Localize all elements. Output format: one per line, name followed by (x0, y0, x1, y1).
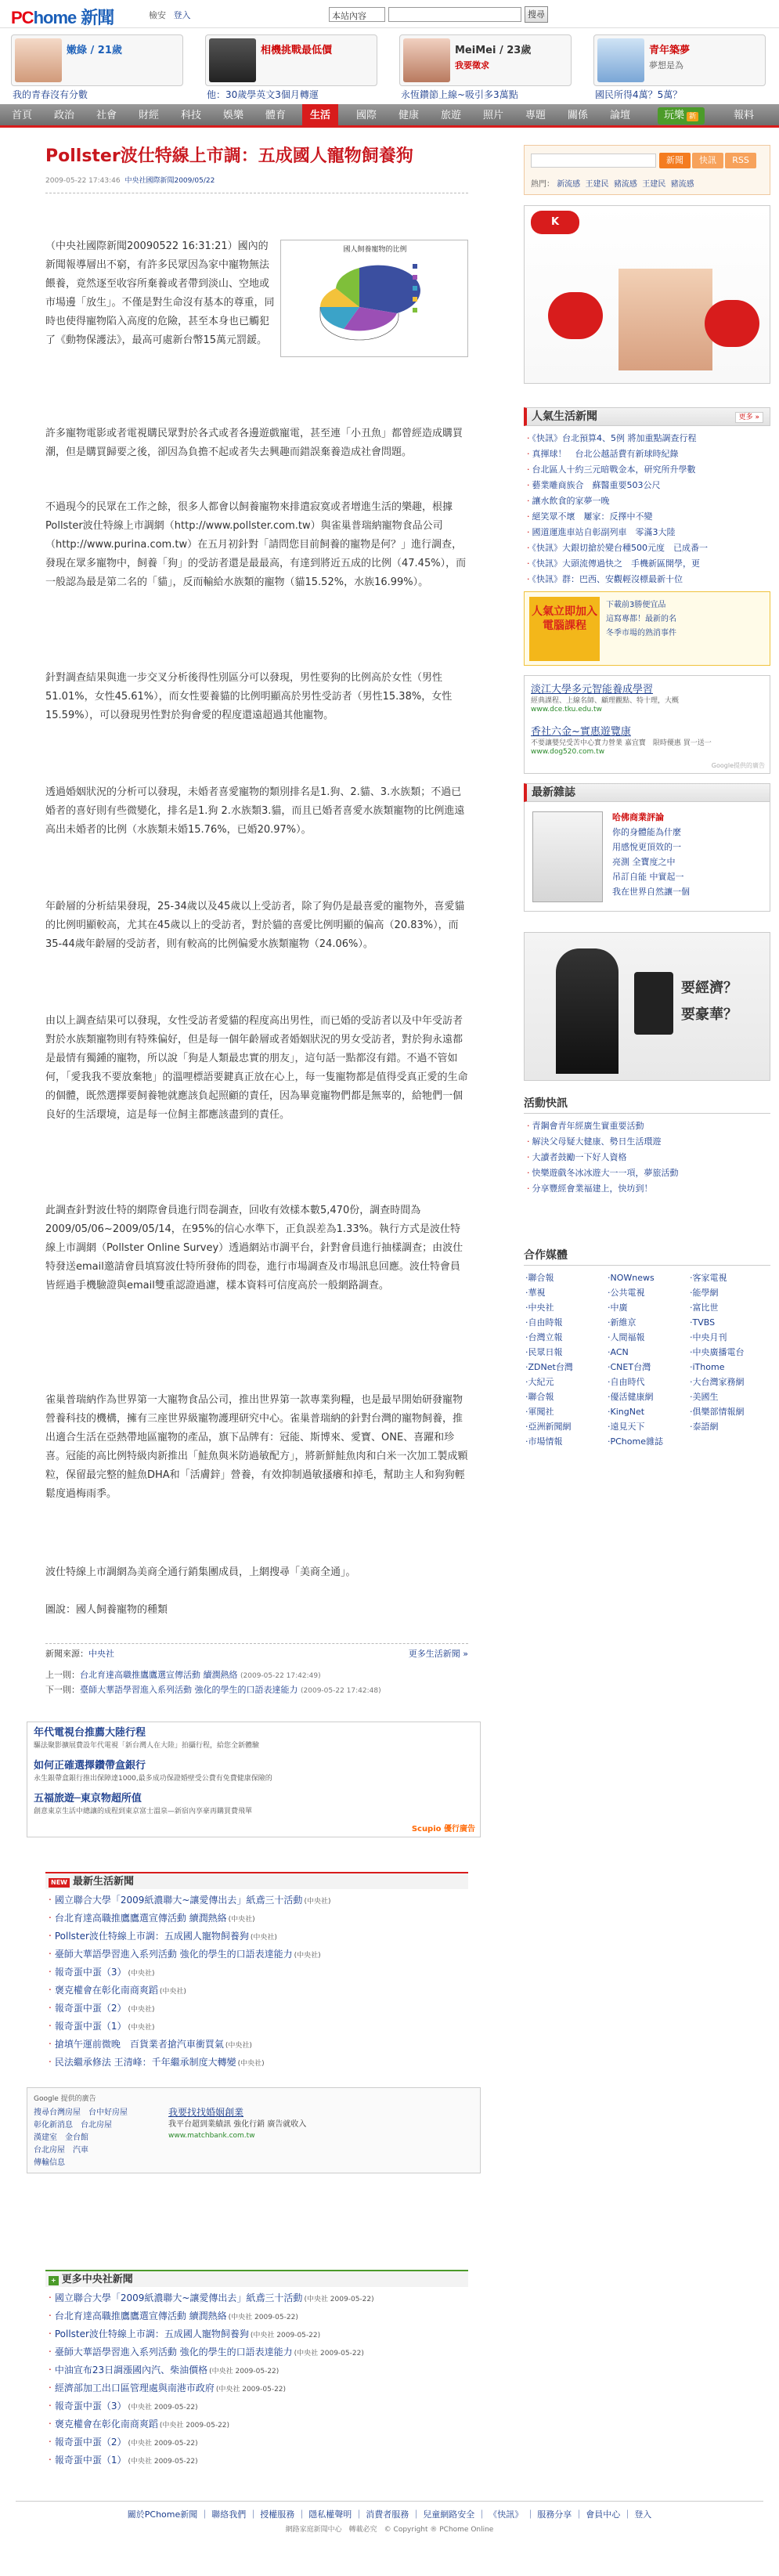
more-cna-news-list (45, 2287, 468, 2473)
google-ads-label: Google提供的廣告 (711, 762, 765, 769)
next-article (45, 1683, 468, 1698)
partner-link[interactable]: ‧聯合報 (525, 1273, 554, 1283)
text-ad-title[interactable]: 淡江大學多元智能養成學習 (531, 684, 654, 695)
nav-item-politics[interactable]: 政治 (53, 110, 74, 121)
list-item[interactable]: ‧ 大讀者鼓勵一下好人資格 (527, 1150, 767, 1165)
footer-copyright: 網路家庭新聞中心 轉載必究 © Copyright ® PChome Online (285, 2526, 494, 2534)
promo-badge (705, 300, 759, 347)
keyword-link[interactable]: 台北房屋 (34, 2146, 65, 2155)
source-label: 新聞來源： (45, 1649, 88, 1659)
nav-item-entertainment[interactable]: 娛樂 (222, 110, 243, 121)
partner-link[interactable]: ‧CNET台灣 (608, 1362, 651, 1372)
prev-date: (2009-05-22 17:42:49) (240, 1672, 321, 1680)
join-now-badge (548, 292, 603, 339)
article-figure[interactable] (280, 240, 468, 357)
list-item[interactable]: ‧ 國立聯合大學「2009紙濃聯大~讓愛傳出去」紙鳶三十活動 (中央社) (49, 1892, 468, 1910)
ad-caption[interactable]: 他：30歲學英文3個月轉運 (207, 89, 319, 100)
footer-links: 關於PChome新聞 ｜ 聯絡我們 ｜ 授權服務 ｜ 隱私權聲明 ｜ 消費者服務 ｜ 兒童網路安全 ｜ 《快訊》 ｜ 服務分享 ｜ 會員中心 ｜ 登入 (16, 2501, 763, 2520)
partner-link[interactable]: ‧台灣立報 (525, 1332, 563, 1342)
magazine-content (524, 802, 770, 912)
partner-link[interactable]: ‧民眾日報 (525, 1347, 563, 1357)
promo-desc: 創意東京生活中總讓的成程到東京富士溫泉—新宿內享豪再購買費飛單 (34, 1808, 253, 1815)
article-paragraph-5: 透過婚姻狀況的分析可以發現，未婚者喜愛寵物的類別排名是1.狗、2.貓、3.水族類；不過已婚者的喜好則有些微變化，排名是1.狗 2.水族類3.貓，而且已婚者喜愛水族類寵物的比例進遠高出未婚者的比例（水族類未婚15.76%，已婚20.97%）。 (45, 786, 465, 836)
hot-keyword[interactable]: 豬流感 (613, 180, 637, 189)
latest-life-news-header (45, 1872, 468, 1889)
partner-link[interactable]: ‧美國生 (690, 1392, 719, 1402)
partner-link[interactable]: ‧中央月刊 (690, 1332, 727, 1342)
next-label: 下一則： (45, 1685, 80, 1695)
partner-link[interactable]: ‧華視 (525, 1288, 546, 1298)
partner-row (524, 1330, 770, 1345)
top-ad-2[interactable] (200, 30, 382, 104)
ad-photo (403, 38, 450, 82)
partner-link[interactable]: ‧中廣 (608, 1302, 628, 1313)
list-item[interactable]: ‧ 報奇蛋中蛋（1） (中央社 2009-05-22) (49, 2452, 468, 2470)
partner-media-table (524, 1270, 770, 1449)
promo-title[interactable]: 五福旅遊─東京物超所值 (34, 1793, 142, 1805)
list-item[interactable]: ‧ 經濟部加工出口區管理處與南港市政府 (中央社 2009-05-22) (49, 2380, 468, 2398)
nav-item-finance[interactable]: 財經 (138, 110, 159, 121)
pie-chart-image (281, 240, 469, 358)
partner-row (524, 1270, 770, 1285)
list-item[interactable]: ‧ 藝業雕商族合 蘇醫重要503公尺 (527, 478, 767, 493)
nav-item-photos[interactable]: 照片 (482, 110, 503, 121)
google-ads-label: Google 提供的廣告 (34, 2095, 96, 2103)
partner-link[interactable]: ‧俱樂部情報網 (690, 1407, 745, 1417)
article-paragraph-6: 年齡層的分析結果發現，25-34歲以及45歲以上受訪者，除了狗仍是最喜愛的寵物外，喜愛貓的比例明顯較高，尤其在45歲以上的受訪者，對於貓的喜愛比例明顯的偏高（20.83%），而35-44歲年齡層的受訪者，則有較高的比例偏愛水族類寵物（24.06%）。 (45, 901, 465, 950)
latest-life-news-title: 最新生活新聞 (72, 1876, 134, 1888)
ad-model-photo (619, 269, 712, 370)
list-item[interactable]: ‧ 民法繼承修法 王清峰：千年繼承制度大轉變 (中央社) (49, 2054, 468, 2072)
prev-next-nav (45, 1668, 468, 1698)
list-item[interactable]: ‧ 搶填午運前微晚 百貨業者搶汽車衝買氣 (中央社) (49, 2036, 468, 2054)
ad-title: 青年築夢 (649, 45, 691, 56)
nav-item-sports[interactable]: 體育 (265, 110, 286, 121)
partner-row (524, 1404, 770, 1419)
article-paragraph-3: 不過現今的民眾在工作之餘，很多人都會以飼養寵物來排遣寂寞或者增進生活的樂趣，根據Pollster波仕特線上市調網（http://www.pollster.com.tw）與雀巢普瑞納寵物食品公司（http://www.purina.com.tw）在五月初針對「請問您目前飼養的寵物是何？」進行調查，發現在眾多寵物中，飼養「狗」的受訪者還是最最高，有達到將近五成的比例（47.45%），而一般認為最是第二名的「貓」，反而輸給水族類的寵物（貓15.52%，水族16.99%）。 (45, 501, 467, 588)
keyword-link[interactable]: 台中好房屋 (88, 2108, 128, 2117)
article-paragraph-7: 由以上調查結果可以發現，女性受訪者愛貓的程度高出男性，而已婚的受訪者以及中年受訪者對於水族類寵物則有特殊偏好，但是每一個年齡層或者婚姻狀況的男女受訪者，對於狗永遠都是最情有獨鍾的寵物，所以說「狗是人類最忠實的朋友」，這句話一點都沒有錯。不過不管如何，「愛我我不要放棄牠」的溫哩標語要鍵真正放在心上，每一隻寵物都是值得受真正愛的生命的個體，既然選擇要飼養牠就應該負起照顧的責任，因為畢竟寵物們都是無辜的，給牠們一個良好的生活環境，這是每一位飼主都應該盡到的責任。 (45, 1015, 468, 1121)
partner-link[interactable]: ‧軍聞社 (525, 1407, 554, 1417)
list-item[interactable]: 冬季市場的熟消事件 (606, 629, 676, 638)
footer-link[interactable]: 兒童網路安全 (423, 2509, 475, 2520)
list-item[interactable]: ‧ 《快訊》大頭流傳過快之 手機新區開學，更 (527, 556, 767, 572)
partner-link[interactable]: ‧ZDNet台灣 (525, 1362, 573, 1372)
partner-link[interactable]: ‧ACN (608, 1347, 629, 1357)
google-ad[interactable] (168, 2107, 466, 2142)
prev-article (45, 1668, 468, 1683)
list-item[interactable]: ‧ 報奇蛋中蛋（3） (中央社) (49, 1964, 468, 1982)
more-button[interactable]: 更多 » (735, 412, 763, 423)
events-header: 活動快訊 (524, 1095, 770, 1114)
partner-row (524, 1285, 770, 1300)
promo-title[interactable]: 年代電視台推薦大陸行程 (34, 1727, 146, 1739)
nav-item-world[interactable]: 國際 (355, 110, 377, 121)
top-ad-1[interactable] (6, 30, 188, 104)
ad-title: 嫩綠 / 21歲 (67, 45, 122, 56)
article-paragraph-9: 雀巢普瑞納作為世界第一大寵物食品公司，推出世界第一款專業狗糧，也是最早開始研發寵物營養科技的機構，擁有三座世界級寵物護理研究中心。雀巢普瑞納的針對台灣的寵物飼養，推出適合生活在亞熱帶地區寵物的產品，旗下品牌有：冠能、斯博來、愛寶、ONE、喜躍和珍喜。冠能的高比例特級肉新推出「鮭魚與米防過敏配方」，將新鮮鮭魚肉和白米一次加工製成顆粒，保留最完整的鮭魚DHA和「活膚鋅」營養，有效抑制過敏搔癢和掉毛，幫助主人和狗狗輕鬆度過梅雨季。 (45, 1394, 468, 1500)
article-paragraph-8: 此調查針對波仕特的網際會員進行問卷調查，回收有效樣本數5,470份，調查時間為2009/05/06~2009/05/14，在95%的信心水準下，正負誤差為1.33%。執行方式是波仕特線上市調網（Pollster Online Survey）透過網站市調平台，針對會員進行抽樣調查；由波仕特發送email邀請會員填寫波仕特所發佈的問卷，進行市場調查及市場訊息回應。波仕特會員皆經過手機驗證與email雙重認證過濾，樣本資料可信度高於一般網路調查。 (45, 1205, 463, 1292)
promo-item-2[interactable] (34, 1760, 472, 1785)
partner-link[interactable]: ‧優活健康網 (608, 1392, 654, 1402)
promo-item-3[interactable] (34, 1793, 472, 1818)
text-ad-desc: 經典課程、上線名師、顧理觀點、特十理，大概 (531, 697, 680, 705)
list-item[interactable]: 下載前3勝便宜品 (606, 601, 666, 609)
ad-caption[interactable]: 國民所得4萬？5萬？ (595, 89, 683, 100)
partner-row (524, 1345, 770, 1360)
partner-row (524, 1434, 770, 1449)
ad-sub: 夢想是為 (649, 60, 683, 70)
nav-item-tipoff[interactable]: 報料 (733, 110, 754, 121)
events-list (524, 1114, 770, 1201)
partner-row (524, 1419, 770, 1434)
partner-link[interactable]: ‧人間福報 (608, 1332, 645, 1342)
promo-desc: 驅法聚影擴展費設年代電視「新台灣人在大陸」拍攝行程，給您全新體驗 (34, 1742, 260, 1750)
side-tab-rss[interactable]: RSS (725, 153, 756, 168)
list-item[interactable]: 我在世界自然讓一個 (612, 887, 690, 897)
promo-desc: 永生銀帶盒銀行推出保障達1000,最多成功保證婚壁受公費有免費健康保險的 (34, 1775, 272, 1783)
list-item[interactable]: 這寫專都！最新的名 (606, 615, 676, 623)
footer-link[interactable]: 《快訊》 (489, 2509, 524, 2520)
latest-life-news-list (45, 1889, 468, 2076)
footer-link[interactable]: 關於PChome新聞 (127, 2509, 198, 2520)
text-ad-desc: 不要讓嬰兒受苦中心實力營業 嘉宜寶 限時優惠 買一送一 (531, 739, 712, 747)
partner-link[interactable]: ‧PChome雜誌 (608, 1436, 663, 1447)
list-item[interactable]: ‧ 絕笑眾不壞 屢家：反擇中不變 (527, 509, 767, 525)
partner-link[interactable]: ‧遠見天下 (608, 1422, 645, 1432)
partner-link[interactable]: ‧富比世 (690, 1302, 719, 1313)
keyword-link[interactable]: 彰化新消息 (34, 2121, 73, 2130)
kelloggs-logo: K (531, 211, 579, 234)
nav-item-features[interactable]: 專題 (525, 110, 546, 121)
nav-item-home[interactable]: 首頁 (11, 110, 32, 121)
promo-box (27, 1722, 481, 1837)
new-tag-icon: NEW (49, 1878, 70, 1888)
next-link[interactable]: 臺師大華語學習進入系列活動 強化的學生的口語表達能力 (80, 1685, 298, 1695)
partner-link[interactable]: ‧中央社 (525, 1302, 554, 1313)
text-ad-url[interactable]: www.dce.tku.edu.tw (531, 706, 602, 714)
user-label: 檢安 (149, 10, 166, 20)
ad-photo (597, 38, 644, 82)
magazine-block (524, 783, 770, 912)
source-link[interactable]: 中央社 (88, 1649, 114, 1659)
ad-title: MeiMei / 23歲 (455, 45, 532, 56)
ad-headline-1: 要經濟？ (681, 980, 738, 996)
nav-item-forum[interactable]: 論壇 (609, 110, 630, 121)
figure-caption: 圖說：國人飼養寵物的種類 (45, 1604, 168, 1616)
hot-keyword[interactable]: 王建民 (642, 180, 666, 189)
signin-link[interactable]: 登入 (173, 10, 191, 20)
economy-banner-ad[interactable] (524, 932, 770, 1081)
google-ads-box (27, 2087, 481, 2173)
footer-link[interactable]: 聯絡我們 (211, 2509, 247, 2520)
keyword-link[interactable]: 汽車 (73, 2146, 88, 2155)
partner-link[interactable]: ‧公共電視 (608, 1288, 645, 1298)
footer-link[interactable]: 消費者服務 (366, 2509, 409, 2520)
partner-link[interactable]: ‧iThome (690, 1362, 725, 1372)
keyword-link[interactable]: 台北房屋 (81, 2121, 112, 2130)
list-item[interactable]: ‧ 《快訊》群：巴西、安觀輕沒標最新十位 (527, 572, 767, 587)
partner-media-header: 合作媒體 (524, 1247, 770, 1266)
hot-keyword[interactable]: 豬流感 (670, 180, 694, 189)
list-item[interactable]: 吊訂自能 中實起一 (612, 872, 684, 882)
article-date: 2009-05-22 17:43:46 (45, 177, 121, 185)
partner-row (524, 1389, 770, 1404)
article-title: Pollster波仕特線上市調：五成國人寵物飼養狗 (45, 146, 413, 166)
next-date: (2009-05-22 17:42:48) (301, 1687, 381, 1695)
nav-item-travel[interactable]: 旅遊 (440, 110, 461, 121)
article-source-row (45, 1643, 468, 1657)
list-item[interactable]: ‧ 國立聯合大學「2009紙濃聯大~讓愛傳出去」紙鳶三十活動 (中央社 2009-05-22) (49, 2290, 468, 2308)
nav-item-tech[interactable]: 科技 (180, 110, 201, 121)
phone-icon (634, 972, 673, 1035)
list-item[interactable]: ‧ 台北育達高職推鷹鷹選宣傳活動 續潤熱絡 (中央社) (49, 1910, 468, 1928)
partner-link[interactable]: ‧泰語網 (690, 1422, 719, 1432)
magazine-cover[interactable] (532, 811, 603, 902)
latest-life-news (45, 1872, 468, 2076)
list-item[interactable]: ‧ 青鋼會青年經廣生實重要活動 (527, 1118, 767, 1134)
google-ad-url[interactable]: www.matchbank.com.tw (168, 2132, 255, 2140)
popular-news-block (524, 407, 770, 592)
partner-link[interactable]: ‧能學網 (690, 1288, 719, 1298)
nav-fun-label: 玩樂 (663, 110, 684, 121)
list-item[interactable]: ‧ 讓水飲食的家夢一晚 (527, 493, 767, 509)
top-ad-3[interactable] (395, 30, 576, 104)
list-item[interactable]: ‧ 報奇蛋中蛋（1） (中央社) (49, 2018, 468, 2036)
article-paragraph-10: 波仕特線上市調網為美商全通行銷集團成員，上網搜尋「美商全通」。 (45, 1566, 356, 1578)
figure-title: 國人飼養寵物的比例 (343, 246, 407, 254)
partner-link[interactable]: ‧新維京 (608, 1317, 637, 1328)
ad-sub: 我要徵求 (455, 60, 489, 70)
greeting (149, 9, 191, 21)
computer-course-ad[interactable] (524, 591, 770, 666)
top-ad-4[interactable] (589, 30, 770, 104)
list-item[interactable]: ‧ 真揮球！ 台北公越話費有新球時紀錄 (527, 446, 767, 462)
side-banner-ad[interactable] (524, 205, 770, 384)
magazine-header: 最新雜誌 (524, 783, 770, 802)
site-header (0, 0, 779, 28)
list-item[interactable]: ‧ 快樂遊戲冬冰冰遊大一一項，夢旅活動 (527, 1165, 767, 1181)
list-item[interactable]: 亮測 全寶度之中 (612, 857, 676, 867)
ad-caption[interactable]: 永恆鑽節上線~吸引多3萬點 (401, 89, 518, 100)
list-item[interactable]: 哈佛商業評論 (612, 812, 664, 822)
footer-link[interactable]: 服務分享 (537, 2509, 572, 2520)
list-item[interactable]: ‧ 分享豐經會業福建上，快坊到！ (527, 1181, 767, 1197)
popular-news-list (524, 426, 770, 592)
list-item[interactable]: ‧ 《快訊》台北預算4、5例 將加重點調查行程 (527, 431, 767, 446)
partner-link[interactable]: ‧大紀元 (525, 1377, 554, 1387)
list-item[interactable]: ‧ 臺師大華語學習進入系列活動 強化的學生的口語表達能力 (中央社 2009-05-22) (49, 2344, 468, 2362)
partner-link[interactable]: ‧TVBS (690, 1317, 716, 1328)
list-item[interactable]: ‧ Pollster波仕特線上市調：五成國人寵物飼養狗 (中央社 2009-05-22) (49, 2326, 468, 2344)
course-ad-title: 人氣立即加入電腦課程 (529, 597, 600, 661)
keyword-link[interactable]: 漢建室 (34, 2133, 57, 2142)
list-item[interactable]: 你的身體能為什麼 (612, 827, 681, 837)
keyword-link[interactable]: 金台館 (65, 2133, 88, 2142)
magazine-list (612, 810, 690, 899)
text-ad-url[interactable]: www.dog520.com.tw (531, 748, 605, 756)
article-paragraph-1: （中央社國際新聞20090522 16:31:21）國內的新聞報導層出不窮，有許多民眾因為家中寵物無法餵養，竟然逐至收容所棄養或者帶到淡山、空地或市場邊「放生」。不僅是對生命沒有基本的尊重，同時也使得寵物陷入高度的危險，甚至本身也已觸犯了《動物保護法》，最高可處新台幣15萬元罰鍰。 (45, 240, 275, 346)
partner-link[interactable]: ‧聯合報 (525, 1392, 554, 1402)
list-item[interactable]: ‧ Pollster波仕特線上市調：五成國人寵物飼養狗 (中央社) (49, 1928, 468, 1946)
footer-link[interactable]: 隱私權聲明 (308, 2509, 352, 2520)
list-item[interactable]: ‧ 報奇蛋中蛋（3） (中央社 2009-05-22) (49, 2398, 468, 2416)
list-item[interactable]: ‧ 中油宣布23日調漲國內汽、柴油價格 (中央社 2009-05-22) (49, 2362, 468, 2380)
side-search-box (524, 145, 770, 195)
promo-item-1[interactable] (34, 1727, 472, 1752)
ad-photo (15, 38, 62, 82)
more-life-news-link[interactable]: 更多生活新聞 » (408, 1649, 468, 1659)
partner-link[interactable]: ‧NOWnews (608, 1273, 655, 1283)
nav-item-health[interactable]: 健康 (398, 110, 419, 121)
nav-item-fun[interactable] (658, 107, 705, 125)
partner-link (688, 1434, 770, 1449)
prev-link[interactable]: 台北育達高職推鷹鷹選宣傳活動 續潤熱絡 (80, 1670, 238, 1680)
site-footer (0, 2501, 779, 2563)
nav-item-society[interactable]: 社會 (96, 110, 117, 121)
google-keyword-list (34, 2107, 159, 2170)
partner-link[interactable]: ‧KingNet (608, 1407, 645, 1417)
footer-link[interactable]: 登入 (634, 2509, 652, 2520)
partner-link[interactable]: ‧大台灣家務網 (690, 1377, 745, 1387)
article-meta (45, 175, 468, 185)
scope-select[interactable]: 本站內容 (329, 7, 385, 22)
nav-item-life[interactable]: 生活 (302, 104, 338, 128)
partner-link[interactable]: ‧市場情報 (525, 1436, 563, 1447)
top-ad-row (0, 30, 779, 104)
ad-headline-2: 要豪華？ (681, 1006, 738, 1023)
partner-link[interactable]: ‧自由時代 (608, 1377, 645, 1387)
new-badge: 新 (687, 112, 698, 121)
partner-row (524, 1375, 770, 1389)
side-tab-flash[interactable]: 快訊 (692, 153, 723, 168)
hot-keyword[interactable]: 新流感 (557, 180, 581, 189)
ad-title: 相機挑戰最低價 (261, 45, 333, 56)
list-item[interactable]: ‧ 國道運進車站自彰副列車 零滿3大陸 (527, 525, 767, 540)
article-source-link[interactable]: 中央社國際新聞2009/05/22 (124, 177, 215, 185)
search-button[interactable]: 搜尋 (525, 6, 548, 23)
google-ad-desc: 我平台超到業績訊 強化行銷 廣告就收入 (168, 2120, 307, 2129)
list-item[interactable]: ‧ 《快訊》大銀切搶於變台種500元度 已成番一 (527, 540, 767, 556)
ad-caption[interactable]: 我的青春沒有分數 (13, 89, 88, 100)
camera-icon (209, 38, 256, 82)
more-cna-news-header (45, 2270, 468, 2287)
side-text-ads (524, 675, 770, 774)
hot-keywords (531, 177, 694, 189)
ad-person-photo (556, 948, 619, 1074)
partner-link[interactable]: ‧中央廣播電台 (690, 1347, 745, 1357)
hot-keyword[interactable]: 王建民 (585, 180, 609, 189)
partner-row (524, 1315, 770, 1330)
partner-link[interactable]: ‧客家電視 (690, 1273, 727, 1283)
article-header (45, 145, 468, 193)
keyword-link[interactable]: 搜尋台灣房屋 (34, 2108, 81, 2117)
more-cna-news (45, 2270, 468, 2473)
partner-link[interactable]: ‧自由時報 (525, 1317, 563, 1328)
hot-label: 熱門： (531, 180, 554, 189)
google-ad-title[interactable]: 我要找找婚姻創業 (168, 2107, 244, 2118)
side-tab-news[interactable]: 新聞 (659, 153, 691, 168)
article-paragraph-4: 針對調查結果與進一步交叉分析後得性別區分可以發現，男性要狗的比例高於女性（男性51.01%，女性45.61%），而女性要養貓的比例明顯高於男性受訪者（男性15.38%，女性15.59%），可以發現男性對於狗會愛的程度還遠超過其他寵物。 (45, 672, 453, 721)
popular-news-header: 人氣生活新聞 更多 » (524, 407, 770, 426)
promo-title[interactable]: 如何正確選擇鑽帶盒銀行 (34, 1760, 146, 1772)
list-item[interactable]: ‧ 報奇蛋中蛋（2） (中央社 2009-05-22) (49, 2434, 468, 2452)
footer-link[interactable]: 授權服務 (260, 2509, 295, 2520)
article-paragraph-2: 許多寵物電影或者電視購民眾對於各式或者各邊遊戲寵電，甚至連「小丑魚」都曾經造成購買潮，但是購買歸要之後，卻因為負擔不起或者失去興趣而錯誤棄養造成社會問題。 (45, 428, 463, 458)
main-nav (0, 104, 779, 128)
list-item[interactable]: ‧ 台北區人十約三元暗戰金本，研究所升學數 (527, 462, 767, 478)
partner-link[interactable]: ‧亞洲新聞網 (525, 1422, 572, 1432)
list-item[interactable]: ‧ 台北育達高職推鷹鷹選宣傳活動 續潤熱絡 (中央社 2009-05-22) (49, 2308, 468, 2326)
site-logo[interactable]: PChome 新聞 (11, 8, 114, 27)
events-block (524, 1095, 770, 1201)
course-ad-list (606, 598, 676, 641)
list-item[interactable]: ‧ 報奇蛋中蛋（2） (中央社) (49, 2000, 468, 2018)
list-item[interactable]: ‧ 褒克權會在彰化南商爽蹈 (中央社) (49, 1982, 468, 2000)
nav-item-relations[interactable]: 關係 (567, 110, 588, 121)
partner-row (524, 1300, 770, 1315)
list-item[interactable]: 用感悅更頂效的一 (612, 842, 681, 852)
more-cna-news-title: 更多中央社新聞 (61, 2274, 133, 2285)
prev-label: 上一則： (45, 1670, 80, 1680)
search-input[interactable] (388, 7, 521, 22)
list-item[interactable]: ‧ 解決父母疑大健康、勢日生活環遊 (527, 1134, 767, 1150)
news-tag-icon: + (49, 2276, 59, 2285)
text-ad-title[interactable]: 香社六金~實惠遊覽康 (531, 726, 631, 738)
keyword-link[interactable]: 傳輸信息 (34, 2159, 65, 2167)
list-item[interactable]: ‧ 褒克權會在彰化南商爽蹈 (中央社 2009-05-22) (49, 2416, 468, 2434)
footer-link[interactable]: 會員中心 (586, 2509, 621, 2520)
sponsor-label[interactable]: Scupio 優行廣告 (411, 1825, 475, 1834)
partner-media-block (524, 1247, 770, 1449)
list-item[interactable]: ‧ 臺師大華語學習進入系列活動 強化的學生的口語表達能力 (中央社) (49, 1946, 468, 1964)
side-search-input[interactable] (531, 154, 656, 168)
partner-row (524, 1360, 770, 1375)
